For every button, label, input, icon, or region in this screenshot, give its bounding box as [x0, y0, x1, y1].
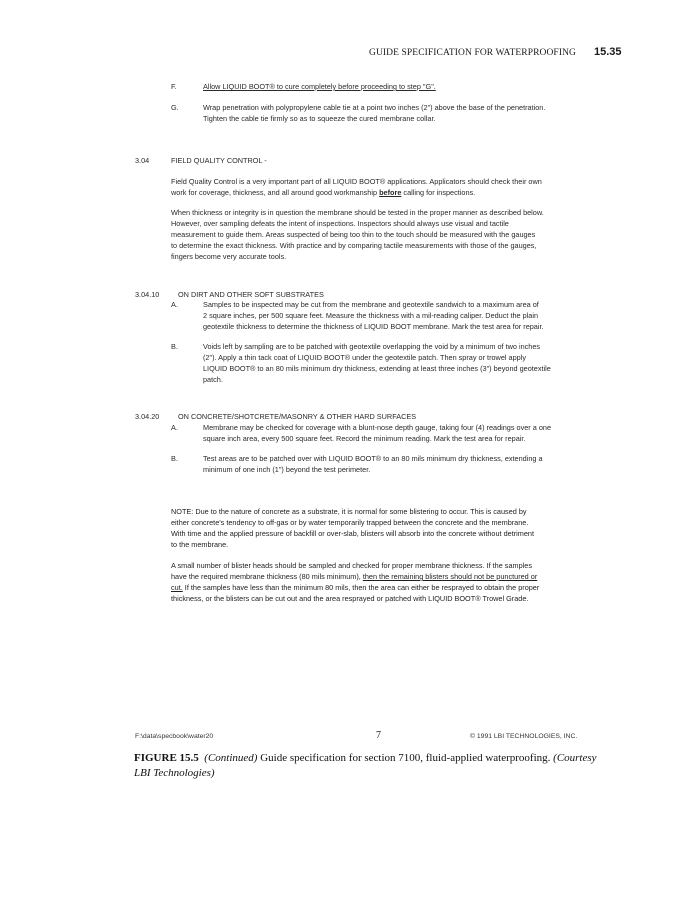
spec-page-number: 7: [376, 730, 381, 741]
section-304-para2: When thickness or integrity is in question the membrane should be tested in the proper manner as described below. However, over sampling defeats the intent of inspections. Inspectors should always use visual and tactile measurement to guide them. Areas suspected of being too thin to the touch should be measured with the gauges to determine the exact thickness. With practice and by comparing tactile measurements with those of the gauges, fingers become very accurate tools.: [171, 208, 544, 261]
blister-emphasis: then the remaining blisters should not be punctured or: [362, 572, 538, 581]
running-header-title: GUIDE SPECIFICATION FOR WATERPROOFING: [369, 48, 577, 58]
section-304-title: FIELD QUALITY CONTROL -: [171, 156, 267, 165]
figure-label: FIGURE 15.5: [134, 752, 199, 764]
section-30420-number: 3.04.20: [135, 412, 160, 421]
section-30420-item-b-label: B.: [171, 454, 178, 463]
section-30410-number: 3.04.10: [135, 290, 160, 299]
step-g-text-line1: Wrap penetration with polypropylene cable tie at a point two inches (2") above the base of the penetration.: [203, 103, 546, 112]
section-30410-item-a-label: A.: [171, 300, 178, 309]
section-304-para1-line1: Field Quality Control is a very important part of all LIQUID BOOT® applications. Applicators should check their own: [171, 177, 542, 186]
figure-caption: FIGURE 15.5 (Continued) Guide specification for section 7100, fluid-applied waterproofing. (Courtesy LBI Technologies): [134, 752, 597, 779]
section-30420-item-a-label: A.: [171, 423, 178, 432]
step-f-label: F.: [171, 82, 177, 91]
before-emphasis: before: [379, 188, 402, 197]
section-30410-item-b-label: B.: [171, 342, 178, 351]
section-30410-item-b-text: Voids left by sampling are to be patched with geotextile overlapping the void by a minimum of two inches (2"). Apply a thin tack coat of LIQUID BOOT® under the geotextile patch. Then spray or trowel apply LIQUID BOOT® to an 80 mils minimum dry thickness, extending at least three inches (3") beyond geotextile patch.: [203, 342, 551, 384]
section-304-number: 3.04: [135, 156, 150, 165]
page-number: 15.35: [594, 46, 622, 58]
section-30420-item-a-text: Membrane may be checked for coverage with a blunt-nose depth gauge, taking four (4) readings over a one square inch area, every 500 square feet. Record the minimum reading. Mark the test area for repair.: [203, 423, 552, 443]
section-30420-item-b-text: Test areas are to be patched over with LIQUID BOOT® to an 80 mils minimum dry thickness, extending a minimum of one inch (1") beyond the test perimeter.: [203, 454, 543, 474]
section-30410-item-a-text: Samples to be inspected may be cut from the membrane and geotextile sandwich to a maximum area of 2 square inches, per 500 square feet. Measure the thickness with a mil-reading caliper. Deduct the plain geotextile thickness to determine the thickness of LIQUID BOOT membrane. Mark the test area for repair.: [203, 300, 544, 331]
file-path: F:\data\specbook\water20: [135, 733, 214, 740]
section-304-para1-line2: work for coverage, thickness, and all around good workmanship before calling for inspections.: [171, 188, 476, 197]
section-30420-title: ON CONCRETE/SHOTCRETE/MASONRY & OTHER HARD SURFACES: [178, 412, 417, 421]
note-paragraph: NOTE: Due to the nature of concrete as a substrate, it is normal for some blistering to occur. This is caused by either concrete's tendency to off-gas or by water temporarily trapped between the concrete and the membrane. With time and the applied pressure of backfill or over-slab, blisters will absorb into the concrete without detriment to the membrane.: [171, 507, 534, 549]
section-30410-title: ON DIRT AND OTHER SOFT SUBSTRATES: [178, 290, 324, 299]
blister-paragraph: A small number of blister heads should be sampled and checked for proper membrane thickness. If the samples have the required membrane thickness (80 mils minimum), then the remaining blisters should not be punctured or cut. If the samples have less than the minimum 80 mils, then the area can either be resprayed to obtain the proper thickness, or the blisters can be cut out and the area resprayed or patched with LIQUID BOOT® Trowel Grade.: [171, 561, 540, 603]
step-g-text-line2: Tighten the cable tie firmly so as to squeeze the cured membrane collar.: [203, 114, 436, 123]
copyright: © 1991 LBI TECHNOLOGIES, INC.: [470, 733, 578, 740]
step-g-label: G.: [171, 103, 179, 112]
step-f-text: Allow LIQUID BOOT® to cure completely before proceeding to step "G".: [203, 82, 436, 91]
